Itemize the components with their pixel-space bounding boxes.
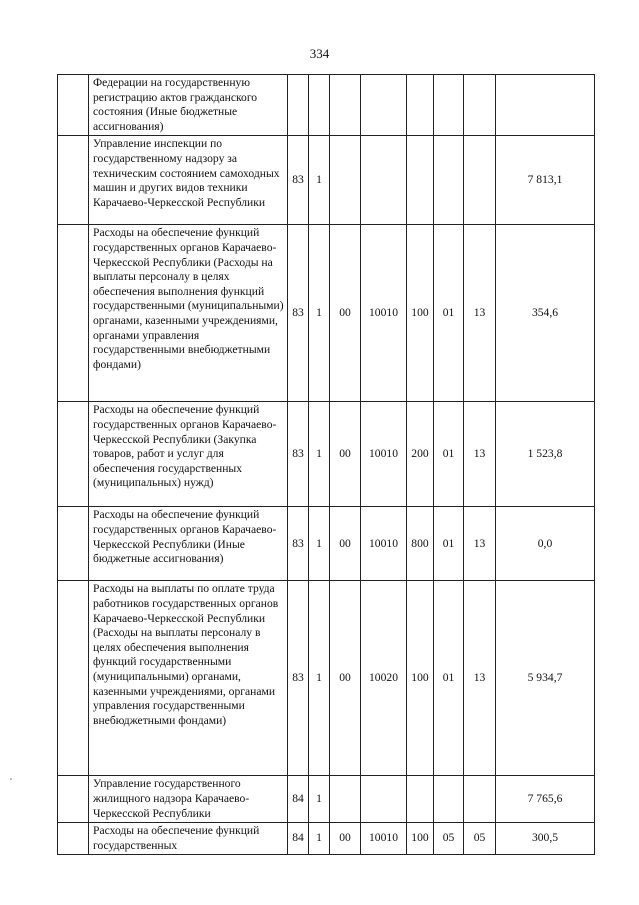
scan-speck [10,778,12,780]
amount-cell: 0,0 [496,507,595,581]
code-cell: 83 [288,136,309,225]
amount-cell [496,75,595,136]
code-cell [434,136,464,225]
blank-cell [58,75,89,136]
amount-cell: 300,5 [496,823,595,855]
code-cell: 83 [288,225,309,402]
expense-name-cell: Расходы на обеспечение функций государственных органов Карачаево-Черкесской Республики (Закупка товаров, работ и услуг для обеспечения государственных (муниципальных) нужд) [89,402,288,507]
code-cell [288,75,309,136]
code-cell [464,776,496,823]
code-cell [464,75,496,136]
code-cell [309,75,330,136]
code-cell: 01 [434,581,464,776]
page-number: 334 [309,46,330,61]
code-cell: 13 [464,507,496,581]
code-cell: 10020 [361,581,407,776]
code-cell: 100 [407,225,434,402]
code-cell: 1 [309,136,330,225]
expense-name-cell: Расходы на обеспечение функций государственных органов Карачаево-Черкесской Республики (Расходы на выплаты персоналу в целях обеспечения выполнения функций государственными (муниципальными) органами, казенными учреждениями, органами управления государственными внебюджетными фондами) [89,225,288,402]
code-cell: 00 [330,402,361,507]
code-cell: 84 [288,823,309,855]
code-cell: 84 [288,776,309,823]
expense-name-cell: Управление государственного жилищного надзора Карачаево-Черкесской Республики [89,776,288,823]
blank-cell [58,581,89,776]
code-cell: 1 [309,581,330,776]
code-cell: 01 [434,225,464,402]
code-cell [361,75,407,136]
amount-cell: 354,6 [496,225,595,402]
code-cell: 13 [464,225,496,402]
blank-cell [58,823,89,855]
blank-cell [58,402,89,507]
code-cell: 01 [434,402,464,507]
expense-name-cell: Федерации на государственную регистрацию актов гражданского состояния (Иные бюджетные ассигнования) [89,75,288,136]
table-row [58,75,595,136]
code-cell: 1 [309,507,330,581]
amount-cell: 7 813,1 [496,136,595,225]
table-row [58,581,595,776]
blank-cell [58,776,89,823]
amount-cell: 1 523,8 [496,402,595,507]
code-cell: 83 [288,507,309,581]
code-cell: 10010 [361,507,407,581]
code-cell [361,136,407,225]
code-cell: 10010 [361,225,407,402]
code-cell [464,136,496,225]
code-cell: 1 [309,776,330,823]
code-cell: 100 [407,823,434,855]
table-row [58,402,595,507]
code-cell: 13 [464,581,496,776]
expense-name-cell: Расходы на выплаты по оплате труда работников государственных органов Карачаево-Черкесской Республики (Расходы на выплаты персоналу в целях обеспечения выполнения функций государственными (муниципальными) органами, казенными учреждениями, органами управления государственными внебюджетными фондами) [89,581,288,776]
code-cell [434,776,464,823]
code-cell: 83 [288,402,309,507]
code-cell: 00 [330,225,361,402]
table-row [58,776,595,823]
code-cell [330,776,361,823]
blank-cell [58,136,89,225]
table-row [58,823,595,855]
code-cell: 00 [330,507,361,581]
code-cell [361,776,407,823]
code-cell: 100 [407,581,434,776]
code-cell: 05 [434,823,464,855]
code-cell: 83 [288,581,309,776]
table-row [58,136,595,225]
code-cell: 200 [407,402,434,507]
amount-cell: 7 765,6 [496,776,595,823]
code-cell: 1 [309,823,330,855]
code-cell: 05 [464,823,496,855]
code-cell [407,776,434,823]
budget-table [57,74,595,855]
code-cell: 1 [309,225,330,402]
code-cell: 10010 [361,402,407,507]
expense-name-cell: Расходы на обеспечение функций государственных органов Карачаево-Черкесской Республики (Иные бюджетные ассигнования) [89,507,288,581]
code-cell: 00 [330,581,361,776]
code-cell: 800 [407,507,434,581]
table-row [58,507,595,581]
code-cell [330,75,361,136]
amount-cell: 5 934,7 [496,581,595,776]
code-cell [407,75,434,136]
code-cell: 00 [330,823,361,855]
expense-name-cell: Управление инспекции по государственному надзору за техническим состоянием самоходных машин и других видов техники Карачаево-Черкесской Республики [89,136,288,225]
code-cell [407,136,434,225]
blank-cell [58,507,89,581]
blank-cell [58,225,89,402]
code-cell [330,136,361,225]
code-cell: 13 [464,402,496,507]
code-cell: 1 [309,402,330,507]
code-cell [434,75,464,136]
expense-name-cell: Расходы на обеспечение функций государственных [89,823,288,855]
code-cell: 01 [434,507,464,581]
table-row [58,225,595,402]
code-cell: 10010 [361,823,407,855]
